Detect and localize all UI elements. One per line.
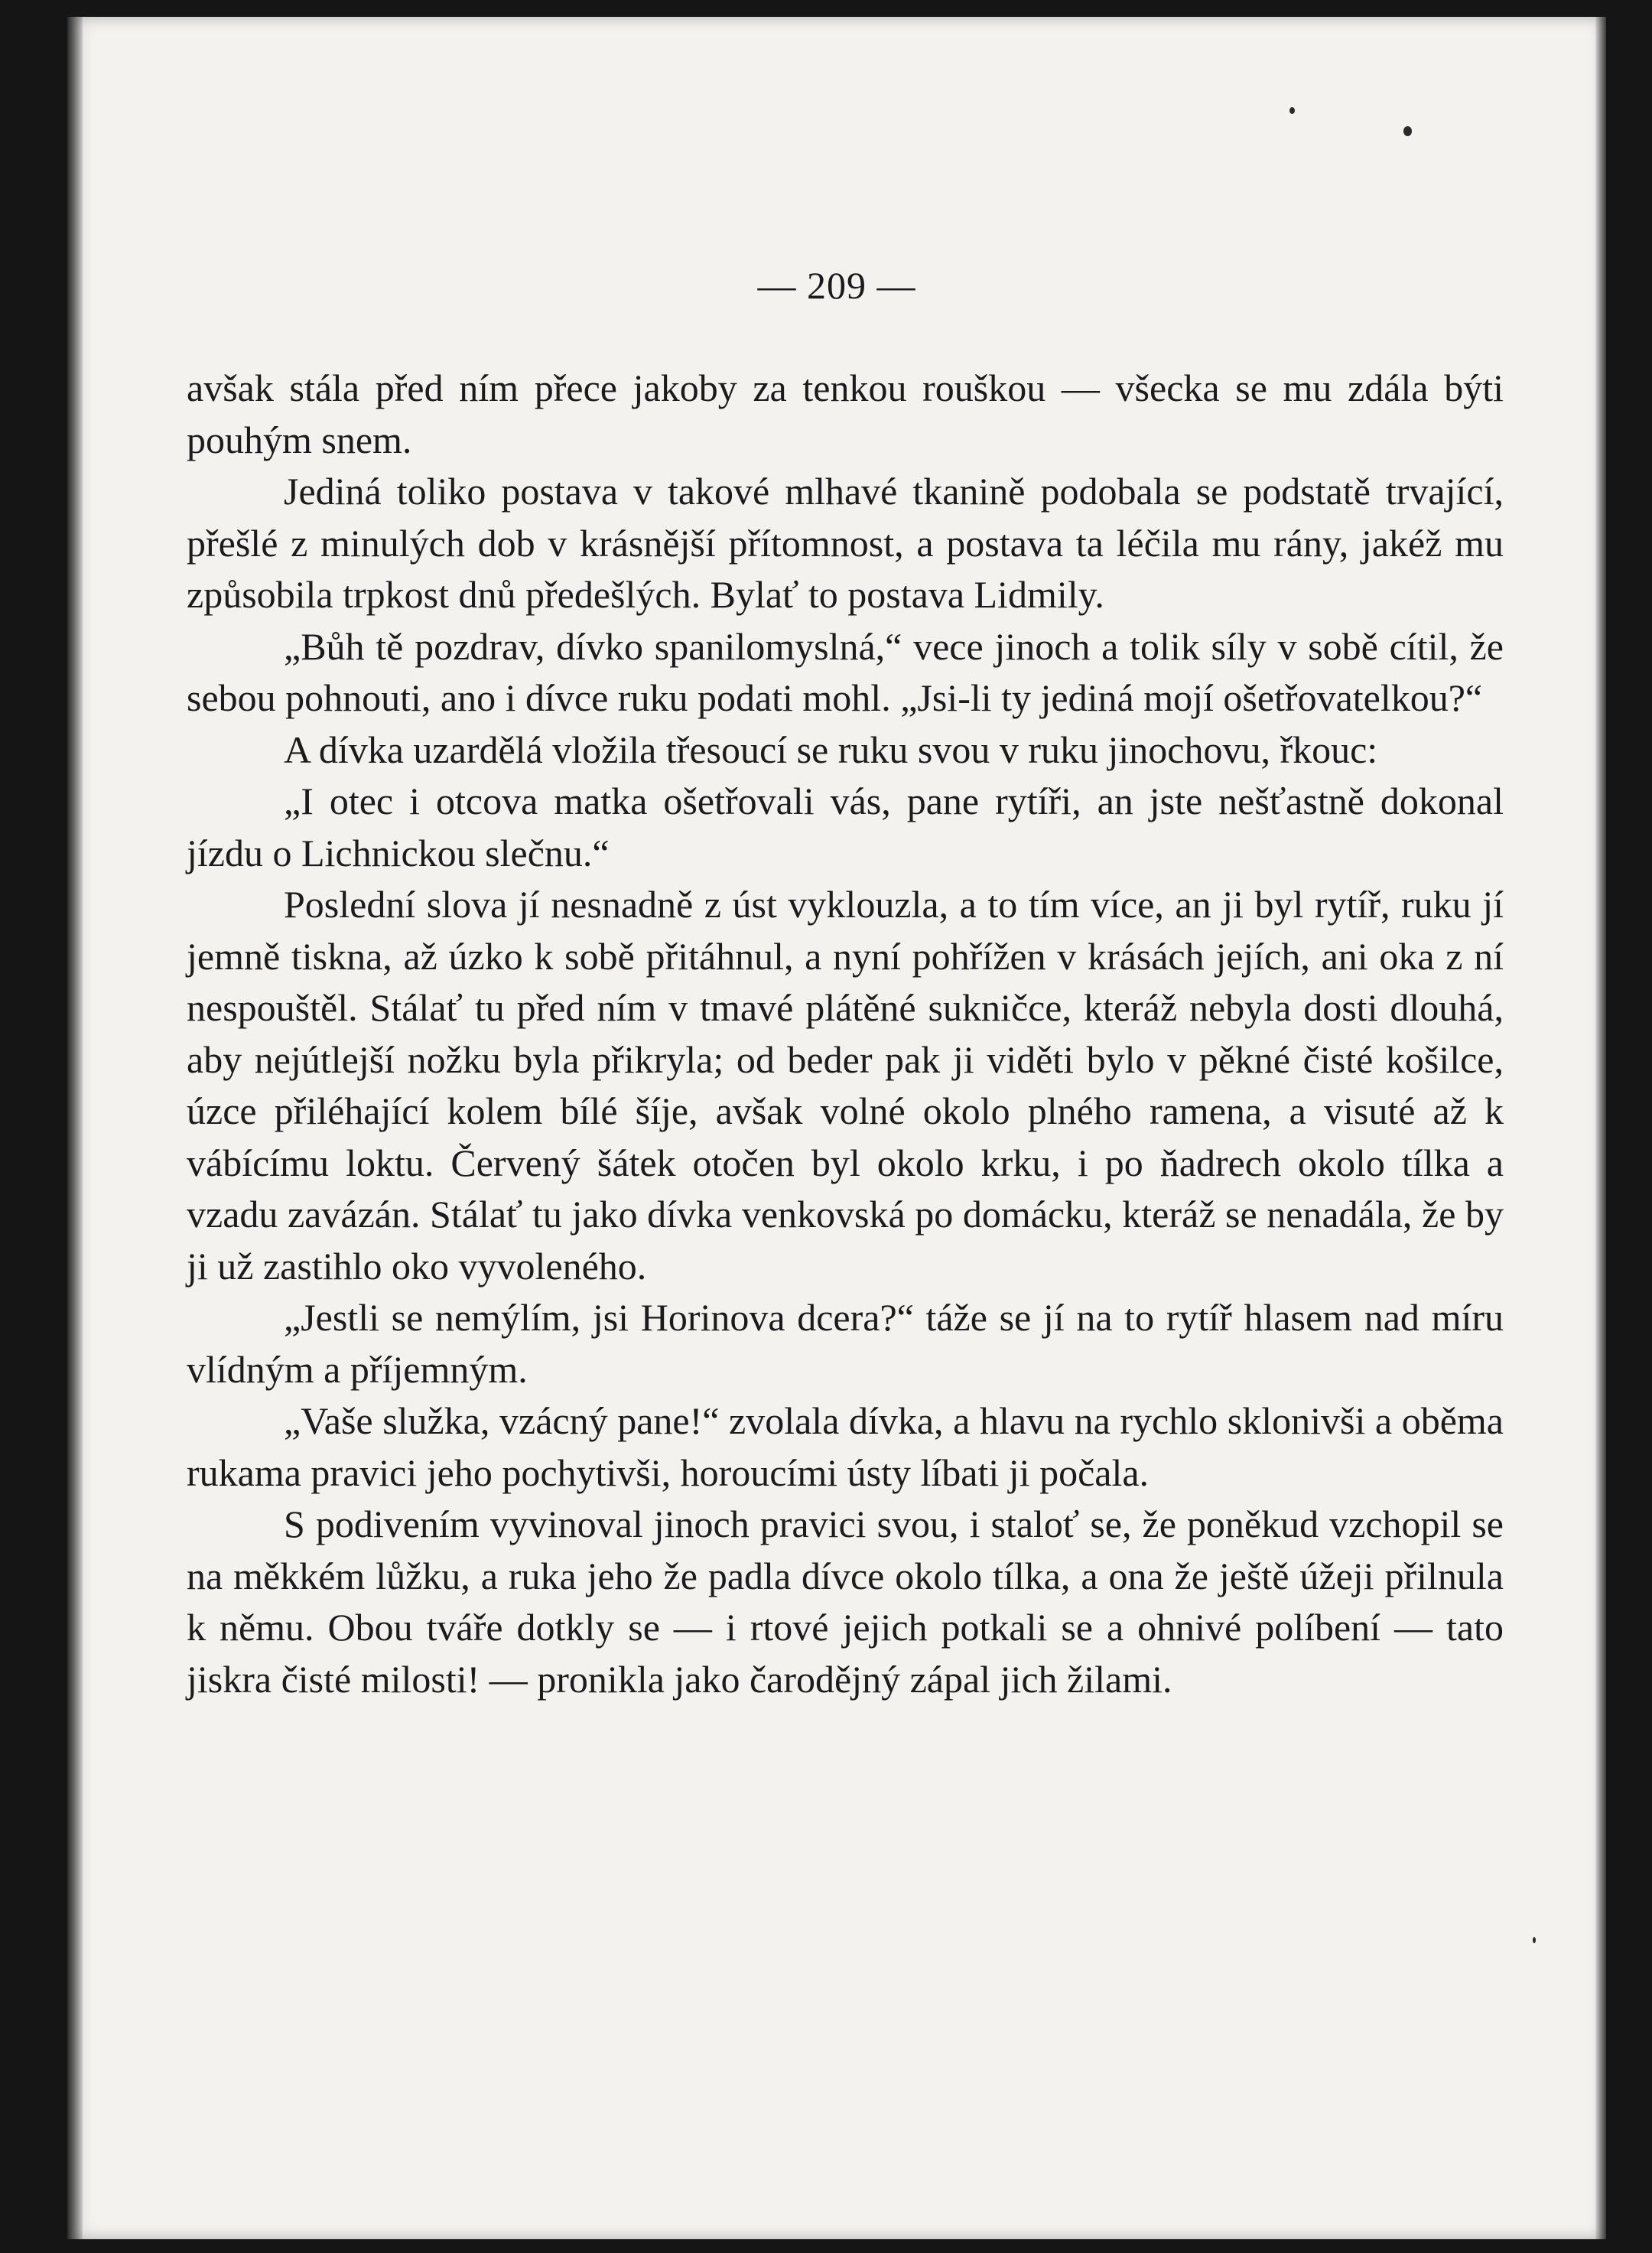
paragraph: Poslední slova jí nesnadně z úst vyklouzla, a to tím více, an ji byl rytíř, ruku jí jemně tiskna, až úzko k sobě přitáhnul, a nyní pohřížen v krásách jejích, ani oka z ní nespouštěl. Stálať tu před ním v tmavé plátěné sukničce, kteráž nebyla dosti dlouhá, aby nejútlejší nožku byla přikryla; od beder pak ji viděti bylo v pěkné čisté košilce, úzce přiléhající kolem bílé šíje, avšak volné okolo plného ramena, a visuté až k vábícímu loktu. Červený šátek otočen byl okolo krku, i po ňadrech okolo tílka a vzadu zavázán. Stálať tu jako dívka venkovská po domácku, kteráž se nenadála, že by ji už zastihlo oko vyvoleného. bbox=[187, 883, 1504, 1288]
paragraph: avšak stála před ním přece jakoby za tenkou rouškou — všecka se mu zdála býti pouhým snem. bbox=[187, 366, 1504, 461]
paragraph: „Jestli se nemýlím, jsi Horinova dcera?“ táže se jí na to rytíř hlasem nad míru vlídným a příjemným. bbox=[187, 1296, 1504, 1391]
paragraph: S podivením vyvinoval jinoch pravici svou, i staloť se, že poněkud vzchopil se na měkkém lůžku, a ruka jeho že padla dívce okolo tílka, a ona že ještě úžeji přilnula k němu. Obou tváře dotkly se — i rtové jejich potkali se a ohnivé políbení — tato jiskra čisté milosti! — pronikla jako čarodějný zápal jich žilami. bbox=[187, 1503, 1504, 1701]
print-speck bbox=[1289, 107, 1295, 114]
book-page bbox=[67, 17, 1606, 2239]
page-edge-shadow bbox=[1595, 17, 1606, 2239]
body-text bbox=[187, 363, 1504, 1705]
paragraph: „I otec i otcova matka ošetřovali vás, pane rytíři, an jste nešťastně dokonal jízdu o Lichnickou slečnu.“ bbox=[187, 780, 1504, 874]
paragraph: „Bůh tě pozdrav, dívko spanilomyslná,“ vece jinoch a tolik síly v sobě cítil, že sebou pohnouti, ano i dívce ruku podati mohl. „Jsi-li ty jediná mojí ošetřovatelkou?“ bbox=[187, 624, 1504, 719]
paragraph: Jediná toliko postava v takové mlhavé tkanině podobala se podstatě trvající, přešlé z minulých dob v krásnější přítomnost, a postava ta léčila mu rány, jakéž mu způsobila trpkost dnů předešlých. Bylať to postava Lidmily. bbox=[187, 470, 1504, 616]
page-gutter-shadow bbox=[67, 17, 83, 2239]
paragraph: „Vaše služka, vzácný pane!“ zvolala dívka, a hlavu na rychlo sklonivši a oběma rukama pravici jeho pochytivši, horoucími ústy líbati ji počala. bbox=[187, 1399, 1504, 1494]
print-speck bbox=[1533, 1937, 1536, 1943]
paragraph: A dívka uzardělá vložila třesoucí se ruku svou v ruku jinochovu, řkouc: bbox=[284, 728, 1378, 771]
page-number: — 209 — bbox=[757, 264, 916, 307]
print-speck bbox=[1403, 126, 1412, 136]
